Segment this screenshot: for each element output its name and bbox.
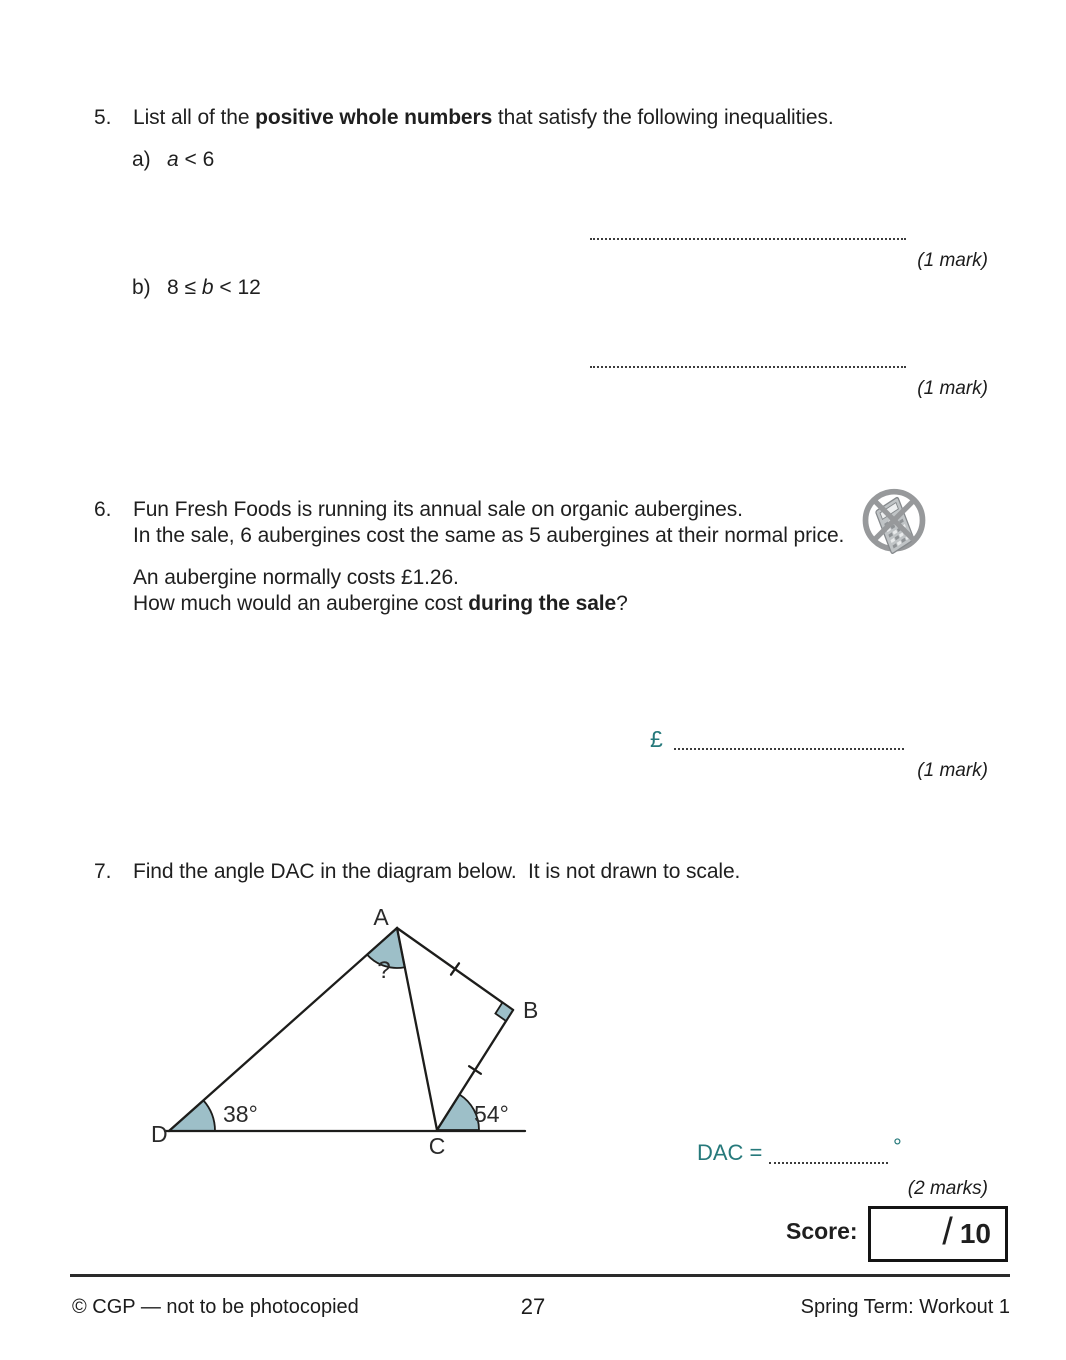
vertex-label-b: B	[523, 997, 539, 1023]
score-label: Score:	[786, 1218, 858, 1244]
q5a-inequality: a < 6	[167, 148, 215, 171]
angle-wedge-c	[437, 1095, 479, 1131]
q5a-mark: (1 mark)	[917, 250, 988, 271]
q5-number: 5.	[94, 106, 112, 129]
q5b-answer-line	[590, 352, 906, 368]
right-angle-marker-b	[495, 1003, 513, 1022]
q6-line3: An aubergine normally costs £1.26.	[133, 566, 459, 589]
q6-line2: In the sale, 6 aubergines cost the same as 5 aubergines at their normal price.	[133, 524, 845, 547]
q6-mark: (1 mark)	[917, 760, 988, 781]
q5b-mark: (1 mark)	[917, 378, 988, 399]
q5a-label: a)	[132, 148, 151, 171]
vertex-label-a: A	[373, 904, 389, 930]
q6-currency-symbol: £	[650, 726, 663, 752]
q5b-label: b)	[132, 276, 151, 299]
q7-prompt: Find the angle DAC in the diagram below. It is not drawn to scale.	[133, 860, 741, 883]
q6-line1: Fun Fresh Foods is running its annual sale on organic aubergines.	[133, 498, 743, 521]
q6-number: 6.	[94, 498, 112, 521]
q6-answer-line	[674, 734, 904, 750]
tick-ab	[451, 963, 459, 974]
q7-marks: (2 marks)	[907, 1178, 988, 1199]
q5-prompt: List all of the positive whole numbers that satisfy the following inequalities.	[133, 106, 834, 129]
q7-degree-symbol: °	[893, 1134, 902, 1159]
q7-answer-label: DAC =	[697, 1140, 763, 1165]
score-total: 10	[959, 1218, 991, 1249]
no-calculator-icon	[856, 486, 932, 562]
q6-line4-bold: during the sale	[468, 592, 617, 615]
footer-copyright: © CGP — not to be photocopied	[72, 1296, 359, 1318]
angle-wedge-d	[169, 1100, 215, 1131]
vertex-label-c: C	[428, 1133, 446, 1159]
q7-number: 7.	[94, 860, 112, 883]
q5-prompt-bold: positive whole numbers	[255, 106, 493, 129]
q7-answer-line	[769, 1148, 888, 1164]
angle-value-d: 38°	[223, 1101, 258, 1127]
angle-value-c: 54°	[474, 1101, 509, 1127]
edge-a-c	[397, 928, 437, 1130]
footer-rule	[70, 1274, 1010, 1277]
vertex-label-d: D	[151, 1121, 168, 1147]
tick-bc	[469, 1066, 481, 1074]
score-slash: /	[942, 1211, 953, 1253]
triangle-diagram	[140, 895, 570, 1170]
edge-d-a	[169, 928, 397, 1131]
q6-line4: How much would an aubergine cost during the sale?	[133, 592, 628, 615]
score-box	[868, 1206, 1008, 1262]
q5a-answer-line	[590, 224, 906, 240]
unknown-angle-label: ?	[377, 957, 391, 984]
footer-page-number: 27	[520, 1294, 546, 1319]
footer-term: Spring Term: Workout 1	[800, 1296, 1010, 1318]
q5b-inequality: 8 ≤ b < 12	[167, 276, 261, 299]
